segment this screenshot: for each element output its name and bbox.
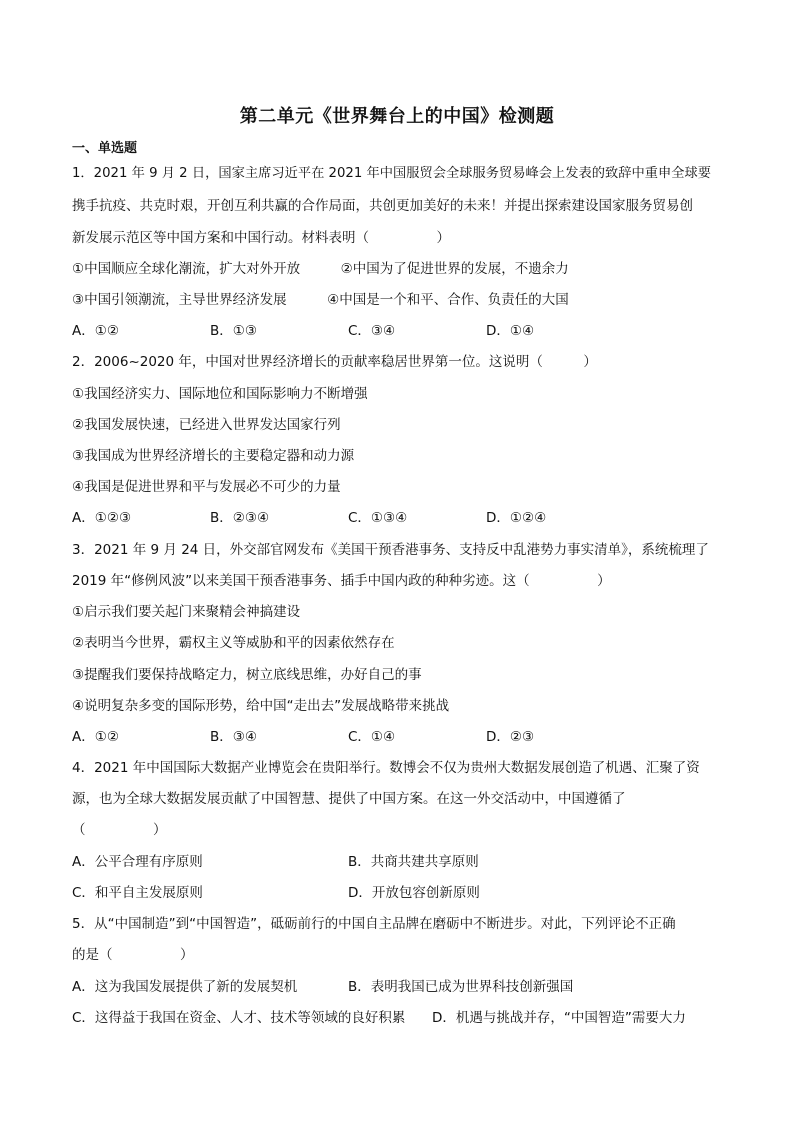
section-heading: 一、单选题 [72, 141, 138, 156]
question-2-option-b: B．②③④ [210, 510, 270, 526]
question-3-statement-2: ②表明当今世界，霸权主义等威胁和平的因素依然存在 [72, 635, 395, 651]
question-2-statement-3: ③我国成为世界经济增长的主要稳定器和动力源 [72, 448, 355, 464]
question-3-option-d: D．②③ [486, 729, 535, 745]
question-1-option-b: B．①③ [210, 323, 257, 339]
question-4-option-d: D．开放包容创新原则 [348, 885, 480, 901]
question-5-option-c: C．这得益于我国在资金、人才、技术等领域的良好积累 [72, 1010, 406, 1026]
question-2-option-c: C．①③④ [348, 510, 408, 526]
page-title: 第二单元《世界舞台上的中国》检测题 [239, 106, 555, 127]
question-5-option-a: A．这为我国发展提供了新的发展契机 [72, 979, 298, 995]
question-3-option-c: C．①④ [348, 729, 396, 745]
question-1-option-d: D．①④ [486, 323, 535, 339]
question-3-stem-line-1: 3．2021 年 9 月 24 日，外交部官网发布《美国干预香港事务、支持反中乱港势力事实清单》，系统梳理了 [72, 542, 709, 558]
question-2-stem-line-1: 2．2006~2020 年，中国对世界经济增长的贡献率稳居世界第一位。这说明（ ） [72, 354, 597, 370]
question-2-statement-1: ①我国经济实力、国际地位和国际影响力不断增强 [72, 386, 368, 402]
question-2-option-a: A．①②③ [72, 510, 132, 526]
question-2-option-d: D．①②④ [486, 510, 547, 526]
question-4-answer-blank: （ ） [72, 822, 167, 838]
question-1-stem-line-1: 1．2021 年 9 月 2 日，国家主席习近平在 2021 年中国服贸会全球服务贸易峰会上发表的致辞中重申全球要 [72, 166, 711, 181]
question-5-stem-line-1: 5．从“中国制造”到“中国智造”，砥砺前行的中国自主品牌在磨砺中不断进步。对此，下列评论不正确 [72, 916, 676, 932]
question-3-statement-4: ④说明复杂多变的国际形势，给中国“走出去”发展战略带来挑战 [72, 698, 450, 714]
question-4-option-c: C．和平自主发展原则 [72, 885, 203, 901]
question-1-option-a: A．①② [72, 323, 119, 339]
question-4-option-a: A．公平合理有序原则 [72, 854, 203, 870]
question-4-option-b: B．共商共建共享原则 [348, 854, 479, 870]
question-5-stem-line-2: 的是（ ） [72, 947, 194, 963]
question-1-statement-line-2: ③中国引领潮流，主导世界经济发展 ④中国是一个和平、合作、负责任的大国 [72, 292, 569, 308]
question-2-statement-2: ②我国发展快速，已经进入世界发达国家行列 [72, 417, 341, 433]
question-3-stem-line-2: 2019 年“修例风波”以来美国干预香港事务、插手中国内政的种种劣迹。这（ ） [72, 573, 611, 589]
question-1-option-c: C．③④ [348, 323, 396, 339]
question-3-statement-1: ①启示我们要关起门来聚精会神搞建设 [72, 604, 301, 620]
question-4-stem-line-2: 源，也为全球大数据发展贡献了中国智慧、提供了中国方案。在这一外交活动中，中国遵循了 [72, 791, 626, 807]
question-3-option-a: A．①② [72, 729, 119, 745]
question-5-option-b: B．表明我国已成为世界科技创新强国 [348, 979, 574, 995]
question-3-statement-3: ③提醒我们要保持战略定力，树立底线思维，办好自己的事 [72, 667, 422, 683]
question-3-option-b: B．③④ [210, 729, 257, 745]
question-1-stem-line-2: 携手抗疫、共克时艰，开创互利共赢的合作局面，共创更加美好的未来！并提出探索建设国家服务贸易创 [72, 198, 693, 214]
question-1-stem-line-3: 新发展示范区等中国方案和中国行动。材料表明（ ） [72, 230, 450, 246]
question-1-statement-line-1: ①中国顺应全球化潮流，扩大对外开放 ②中国为了促进世界的发展，不遗余力 [72, 261, 569, 277]
question-5-option-d: D．机遇与挑战并存，“中国智造”需要大力 [432, 1010, 686, 1026]
question-2-statement-4: ④我国是促进世界和平与发展必不可少的力量 [72, 479, 341, 495]
question-4-stem-line-1: 4．2021 年中国国际大数据产业博览会在贵阳举行。数博会不仅为贵州大数据发展创造了机遇、汇聚了资 [72, 760, 700, 776]
